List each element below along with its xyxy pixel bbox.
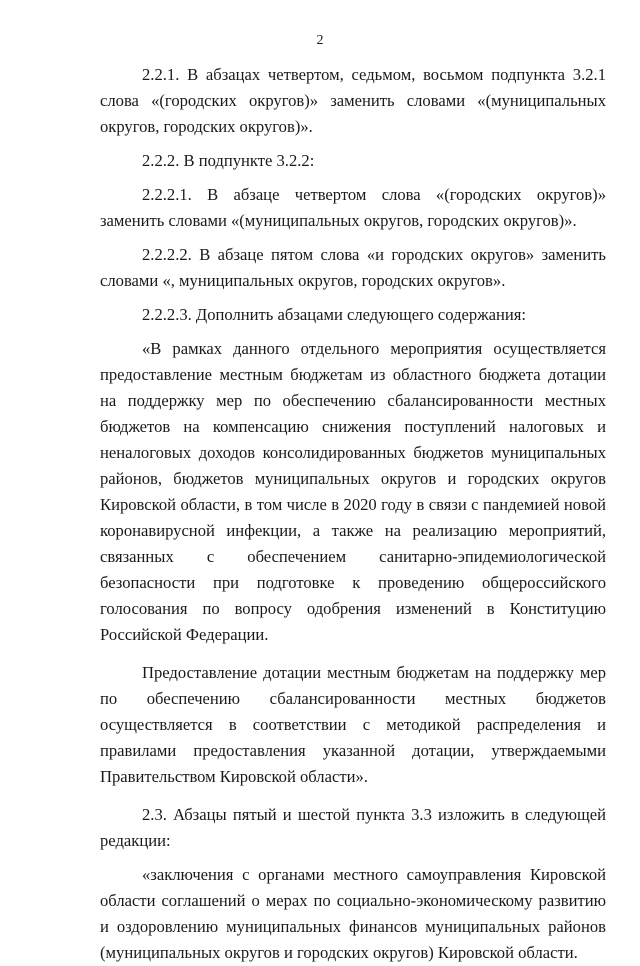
paragraph-2-2-2-2: 2.2.2.2. В абзаце пятом слова «и городских округов» заменить словами «, муниципальных округов, городских округов». — [100, 245, 606, 290]
paragraph-2-2-1: 2.2.1. В абзацах четвертом, седьмом, восьмом подпункта 3.2.1 слова «(городских округов)» заменить словами «(муниципальных округов, городских округов)». — [100, 65, 606, 136]
paragraph-2-2-2-3: 2.2.2.3. Дополнить абзацами следующего содержания: — [142, 305, 527, 324]
document-body — [100, 62, 606, 966]
paragraph-grant-provision: Предоставление дотации местным бюджетам на поддержку мер по обеспечению сбалансированности местных бюджетов осуществляется в соответствии с методикой распределения и правилами предоставления указанной дотации, утверждаемыми Правительством Кировской области». — [100, 663, 606, 786]
paragraph-quoted-agreements: «заключения с органами местного самоуправления Кировской области соглашений о мерах по социально-экономическому развитию и оздоровлению муниципальных финансов муниципальных районов (муниципальных округов и городских округов) Кировской области. — [100, 865, 606, 962]
paragraph-quoted-measure: «В рамках данного отдельного мероприятия осуществляется предоставление местным бюджетам из областного бюджета дотации на поддержку мер по обеспечению сбалансированности местных бюджетов на компенсацию снижения поступлений налоговых и неналоговых доходов консолидированных бюджетов муниципальных районов, бюджетов муниципальных округов и городских округов Кировской области, в том числе в 2020 году в связи с пандемией новой коронавирусной инфекции, а также на реализацию мероприятий, связанных с обеспечением санитарно-эпидемиологической безопасности при подготовке к проведению общероссийского голосования по вопросу одобрения изменений в Конституцию Российской Федерации. — [100, 339, 606, 644]
paragraph-2-2-2: 2.2.2. В подпункте 3.2.2: — [142, 151, 315, 170]
page-number: 2 — [316, 33, 324, 48]
paragraph-2-2-2-1: 2.2.2.1. В абзаце четвертом слова «(городских округов)» заменить словами «(муниципальных округов, городских округов)». — [100, 185, 606, 230]
paragraph-2-3: 2.3. Абзацы пятый и шестой пункта 3.3 изложить в следующей редакции: — [100, 805, 606, 850]
